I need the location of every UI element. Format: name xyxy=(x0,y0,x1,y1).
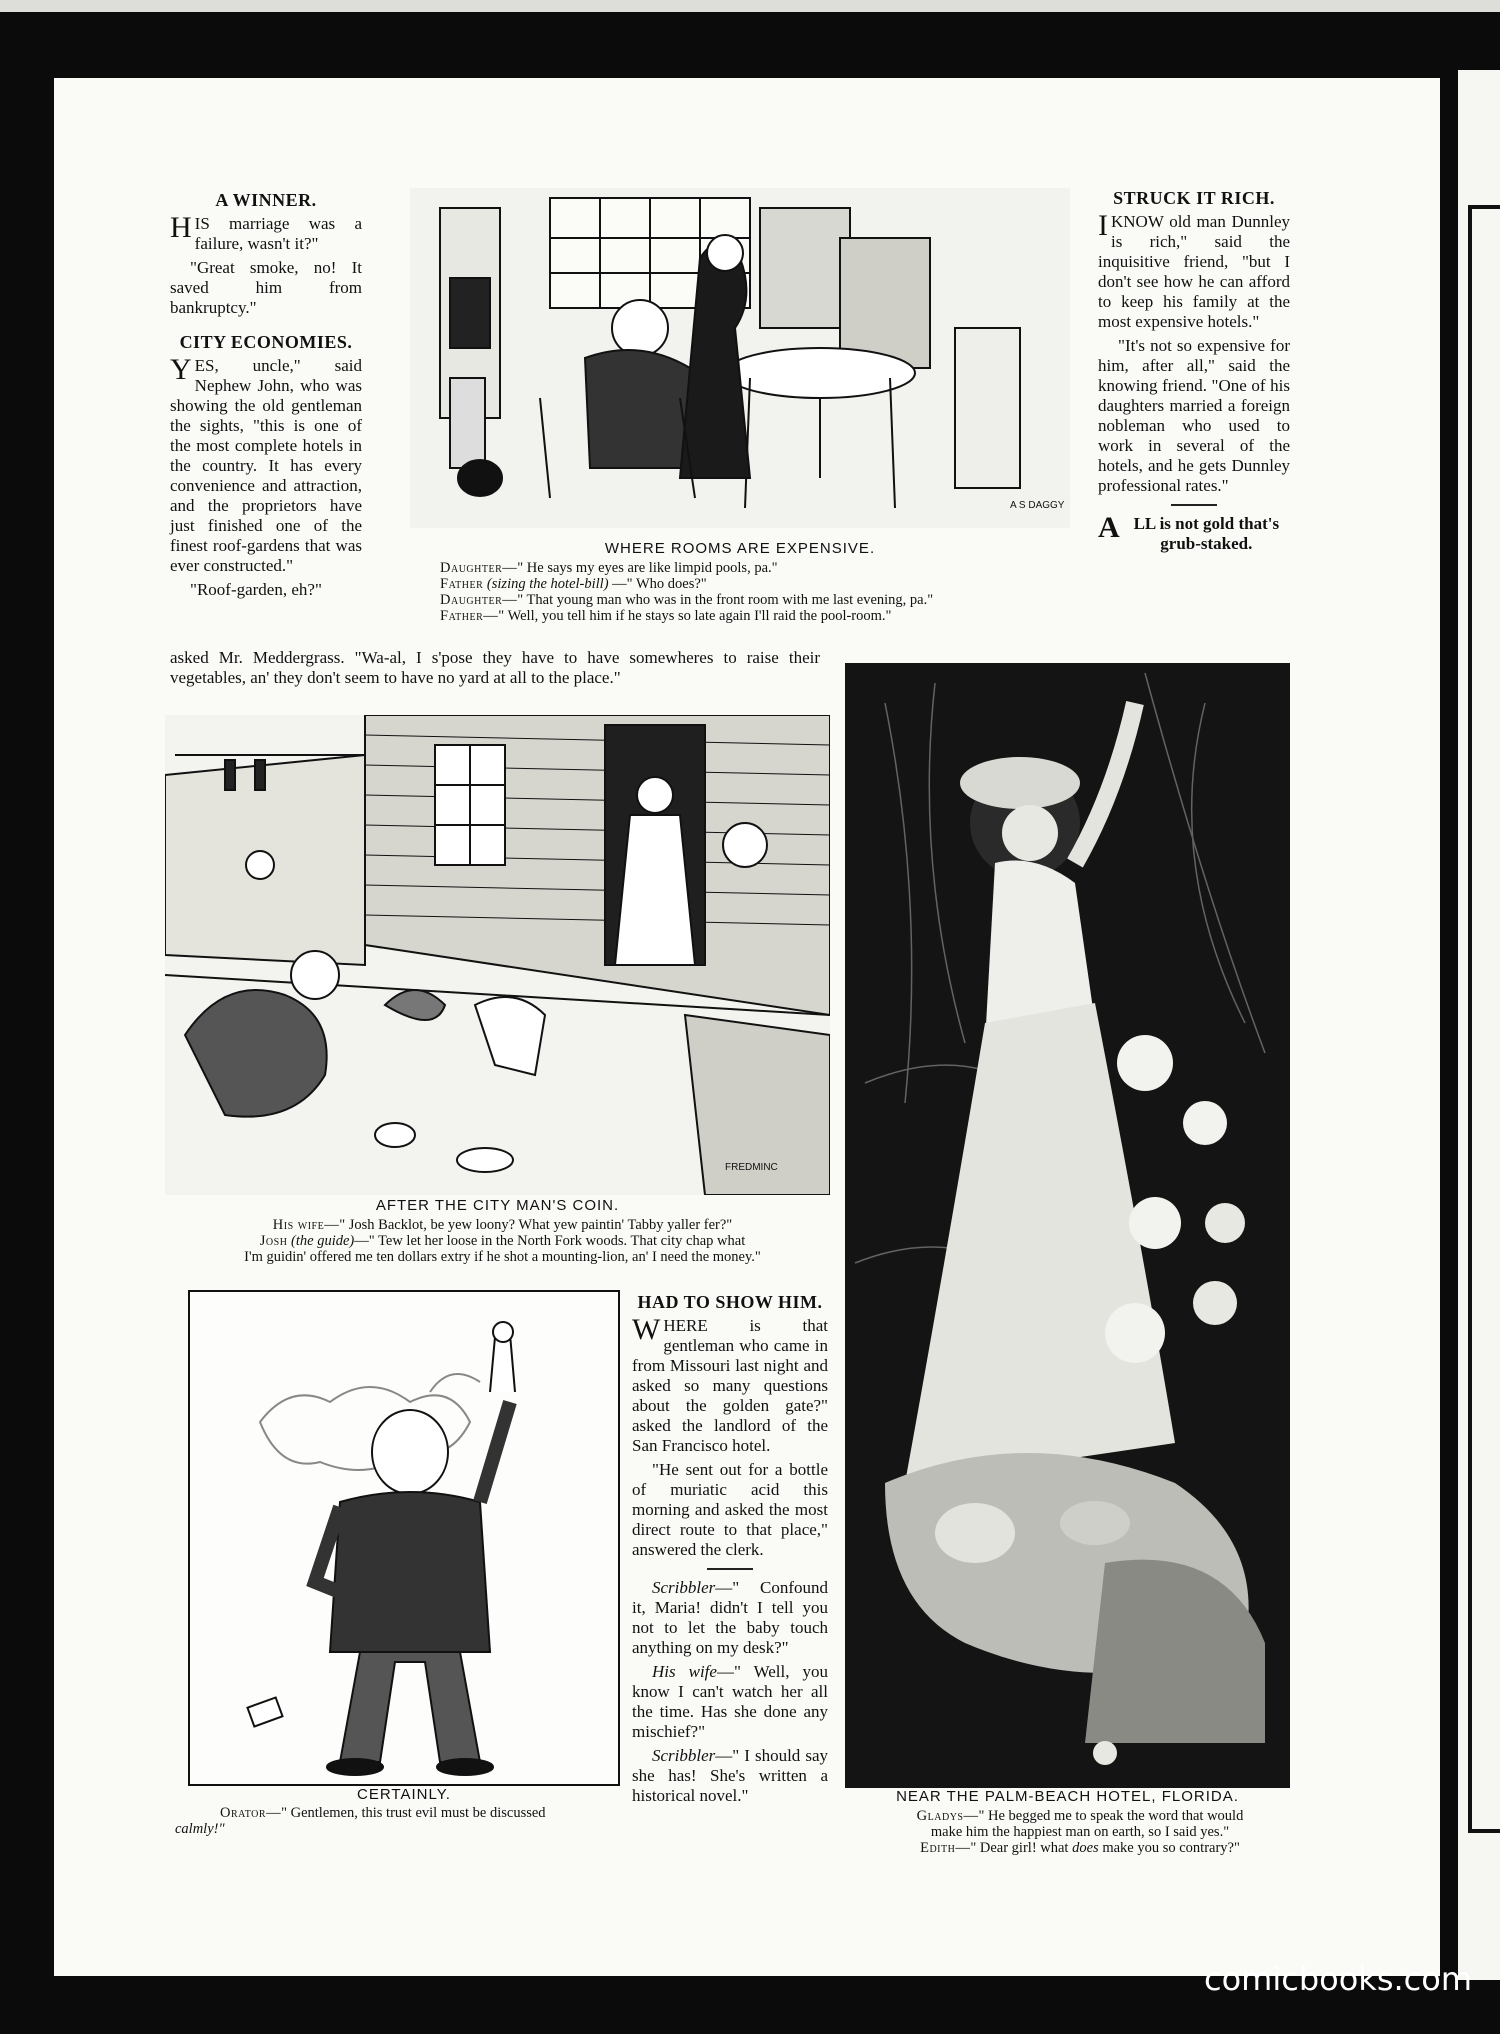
divider xyxy=(707,1568,753,1570)
certainly-title: CERTAINLY. xyxy=(357,1786,451,1803)
had-to-show-text: HERE is that gentleman who came in from Missouri last night and asked so many questions about the golden gate?" asked the landlord of the San Francisco hotel. xyxy=(632,1316,828,1455)
backwoods-illustration xyxy=(165,715,830,1195)
struck-it-rich-column xyxy=(1098,188,1290,558)
palm-beach-title: NEAR THE PALM-BEACH HOTEL, FLORIDA. xyxy=(896,1788,1239,1805)
dialogue-line: Father—" Well, you tell him if he stays so late again I'll raid the pool-room." xyxy=(440,608,892,624)
dialogue-line: Daughter—" That young man who was in the front room with me last evening, pa." xyxy=(440,592,934,608)
scribbler-line-1: Scribbler—" Confound it, Maria! didn't I tell you not to let the baby touch anything on my desk?" xyxy=(632,1578,828,1657)
a-winner-reply: "Great smoke, no! It saved him from bankruptcy." xyxy=(170,258,362,317)
had-to-show-heading: HAD TO SHOW HIM. xyxy=(637,1292,823,1312)
artist-signature: A S DAGGY xyxy=(1010,500,1065,511)
palm-beach-illustration xyxy=(845,663,1290,1788)
hotel-room-illustration xyxy=(410,178,1070,538)
a-winner-heading: A WINNER. xyxy=(215,190,317,210)
watermark: comicbooks.com xyxy=(1203,1960,1472,1998)
wife-line: His wife—" Well, you know I can't watch her all the time. Has she done any mischief?" xyxy=(632,1662,829,1741)
city-mans-coin-dialogue xyxy=(170,1217,835,1265)
struck-it-rich-text: KNOW old man Dunnley is rich," said the inquisitive friend, "but I don't see how he can afford to keep his family at the most expensive hotels." xyxy=(1098,212,1290,331)
dialogue-line: His wife—" Josh Backlot, be yew loony? What yew paintin' Tabby yaller fer?" xyxy=(272,1217,733,1233)
dialogue-line: Father (sizing the hotel-bill) —" Who does?" xyxy=(440,576,707,592)
city-economies-text: ES, uncle," said Nephew John, who was showing the old gentleman the sights, "this is one of the most complete hotels in the country. It has every convenience and attraction, and the proprietors have just finished one of the finest roof-gardens that was ever constructed." xyxy=(170,356,362,575)
where-rooms-title: WHERE ROOMS ARE EXPENSIVE. xyxy=(604,540,876,557)
top-edge xyxy=(0,0,1500,12)
city-mans-coin-title: AFTER THE CITY MAN'S COIN. xyxy=(375,1197,620,1214)
struck-it-rich-heading: STRUCK IT RICH. xyxy=(1113,188,1275,208)
certainly-dialogue xyxy=(175,1805,640,1837)
artist-signature: FREDMINC xyxy=(725,1162,778,1173)
divider xyxy=(1171,504,1217,506)
drop-cap: W xyxy=(632,1313,661,1346)
dialogue-line: Josh (the guide)—" Tew let her loose in the North Fork woods. That city chap what xyxy=(259,1233,746,1249)
dialogue-line: Edith—" Dear girl! what does make you so contrary?" xyxy=(920,1840,1240,1856)
dialogue-line: make him the happiest man on earth, so I said yes." xyxy=(930,1824,1230,1840)
dialogue-line: Gladys—" He begged me to speak the word that would xyxy=(916,1808,1244,1824)
drop-cap: H xyxy=(170,211,192,244)
struck-it-rich-reply: "It's not so expensive for him, after all," said the knowing friend. "One of his daughters married a foreign nobleman who used to work in several of the hotels, and he gets Dunnley professional rates." xyxy=(1098,336,1290,495)
where-rooms-dialogue xyxy=(440,560,933,624)
palm-beach-dialogue xyxy=(845,1808,1315,1856)
drop-cap: Y xyxy=(170,353,192,386)
dialogue-line: Daughter—" He says my eyes are like limpid pools, pa." xyxy=(440,560,778,576)
a-winner-column xyxy=(170,190,362,604)
had-to-show-reply: "He sent out for a bottle of muriatic acid this morning and asked the most direct route to that place," answered the clerk. xyxy=(632,1460,828,1559)
a-winner-text: IS marriage was a failure, wasn't it?" xyxy=(194,214,362,253)
dialogue-line: I'm guidin' offered me ten dollars extry if he shot a mounting-lion, an' I need the money." xyxy=(244,1249,761,1265)
dialogue-line: Orator—" Gentlemen, this trust evil must be discussed xyxy=(220,1805,546,1821)
dialogue-line: calmly!" xyxy=(175,1821,225,1837)
facing-page-border xyxy=(1468,205,1500,1833)
drop-cap: I xyxy=(1098,209,1108,242)
all-gold-text: LL is not gold that's grub-staked. xyxy=(1133,514,1280,553)
city-economies-ending: asked Mr. Meddergrass. "Wa-al, I s'pose they have to have somewheres to raise their vegetables, an' they don't seem to have no yard at all to the place." xyxy=(170,648,820,687)
had-to-show-column xyxy=(632,1292,828,1810)
city-economies-heading: CITY ECONOMIES. xyxy=(179,332,353,352)
scribbler-line-2: Scribbler—" I should say she has! She's written a historical novel." xyxy=(632,1746,828,1805)
city-economies-reply: "Roof-garden, eh?" xyxy=(190,580,322,599)
drop-cap: A xyxy=(1098,511,1120,544)
city-economies-continued xyxy=(170,648,820,692)
certainly-illustration xyxy=(188,1290,620,1786)
